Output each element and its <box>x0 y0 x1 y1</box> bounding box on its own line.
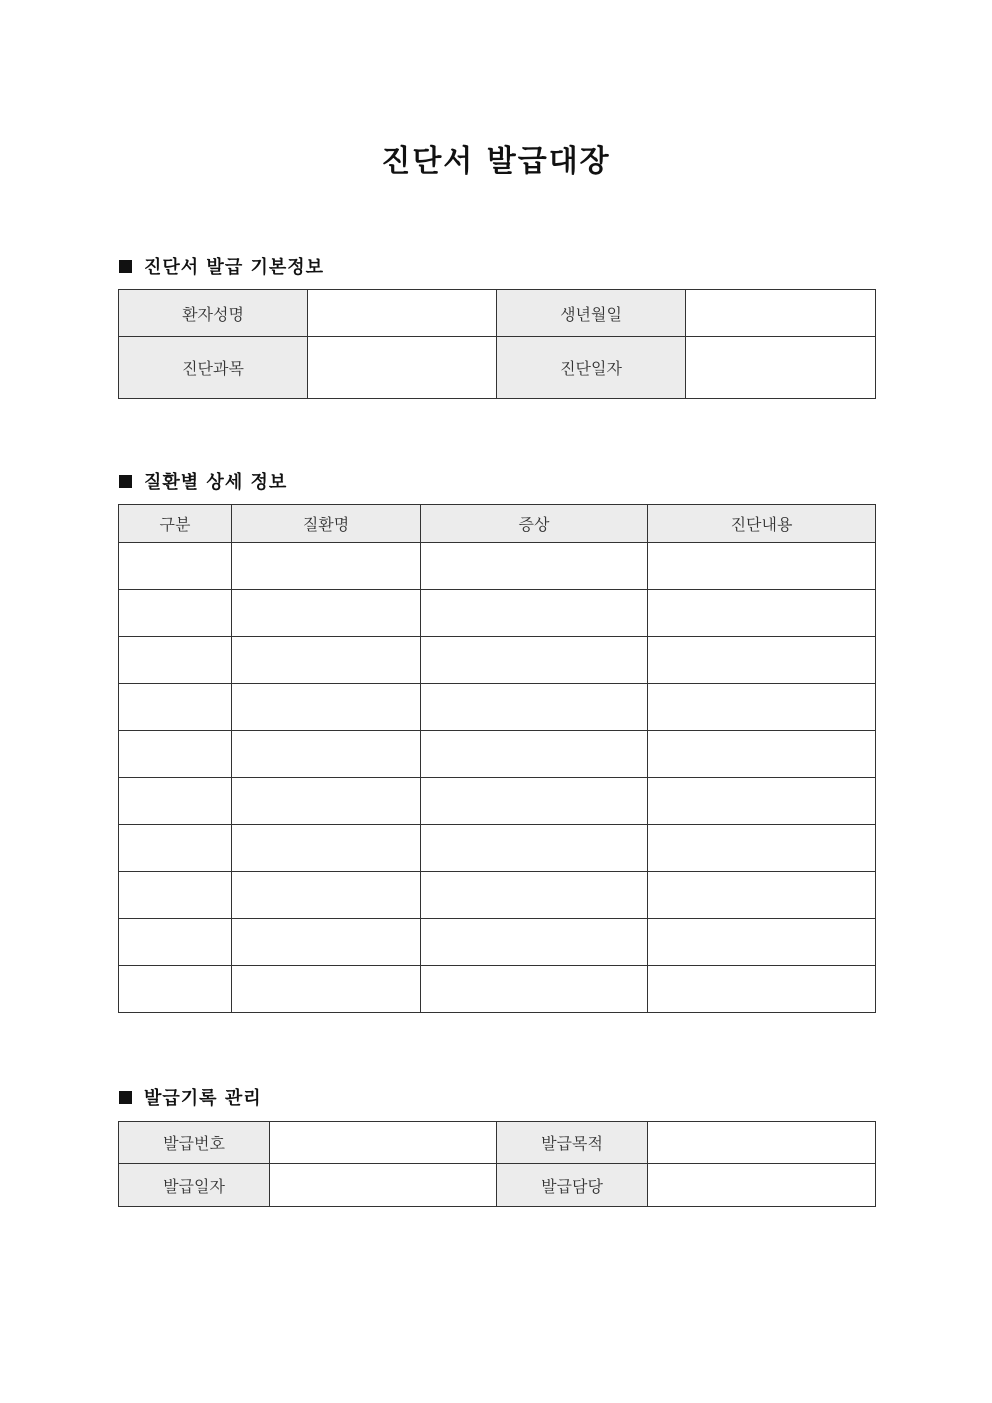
table-row <box>119 872 876 919</box>
disease-cell[interactable] <box>232 684 421 731</box>
symptom-cell[interactable] <box>421 872 648 919</box>
disease-cell[interactable] <box>232 919 421 966</box>
category-cell[interactable] <box>119 543 232 590</box>
category-cell[interactable] <box>119 872 232 919</box>
column-header-symptom: 증상 <box>421 505 648 543</box>
basic-info-table <box>118 289 876 399</box>
symptom-cell[interactable] <box>421 637 648 684</box>
symptom-cell[interactable] <box>421 731 648 778</box>
column-header-category: 구분 <box>119 505 232 543</box>
diagnosis-cell[interactable] <box>648 872 876 919</box>
disease-cell[interactable] <box>232 872 421 919</box>
issue-record-heading <box>119 1084 262 1110</box>
issue-record-row <box>119 1164 876 1207</box>
category-cell[interactable] <box>119 684 232 731</box>
disease-cell[interactable] <box>232 543 421 590</box>
issue-record-row <box>119 1122 876 1164</box>
issue-manager-label: 발급담당 <box>497 1164 648 1207</box>
diagnosis-cell[interactable] <box>648 637 876 684</box>
issue-number-label: 발급번호 <box>119 1122 270 1164</box>
diagnosis-cell[interactable] <box>648 919 876 966</box>
issue-date-label: 발급일자 <box>119 1164 270 1207</box>
square-bullet-icon <box>119 475 132 488</box>
diagnosis-date-label: 진단일자 <box>497 337 686 399</box>
table-row <box>119 966 876 1013</box>
category-cell[interactable] <box>119 778 232 825</box>
table-header-row <box>119 505 876 543</box>
disease-detail-table <box>118 504 876 1013</box>
birth-date-label: 생년월일 <box>497 290 686 337</box>
symptom-cell[interactable] <box>421 966 648 1013</box>
table-row <box>119 825 876 872</box>
symptom-cell[interactable] <box>421 543 648 590</box>
disease-cell[interactable] <box>232 966 421 1013</box>
table-row <box>119 778 876 825</box>
diagnosis-cell[interactable] <box>648 731 876 778</box>
issue-purpose-field[interactable] <box>648 1122 876 1164</box>
diagnosis-cell[interactable] <box>648 590 876 637</box>
category-cell[interactable] <box>119 919 232 966</box>
patient-name-label: 환자성명 <box>119 290 308 337</box>
symptom-cell[interactable] <box>421 825 648 872</box>
symptom-cell[interactable] <box>421 778 648 825</box>
category-cell[interactable] <box>119 731 232 778</box>
diagnosis-cell[interactable] <box>648 543 876 590</box>
category-cell[interactable] <box>119 590 232 637</box>
basic-info-row <box>119 290 876 337</box>
diagnosis-cell[interactable] <box>648 778 876 825</box>
birth-date-field[interactable] <box>686 290 876 337</box>
department-label: 진단과목 <box>119 337 308 399</box>
symptom-cell[interactable] <box>421 919 648 966</box>
issue-date-field[interactable] <box>270 1164 497 1207</box>
symptom-cell[interactable] <box>421 684 648 731</box>
issue-manager-field[interactable] <box>648 1164 876 1207</box>
square-bullet-icon <box>119 260 132 273</box>
category-cell[interactable] <box>119 825 232 872</box>
table-row <box>119 543 876 590</box>
disease-cell[interactable] <box>232 778 421 825</box>
diagnosis-date-field[interactable] <box>686 337 876 399</box>
disease-cell[interactable] <box>232 825 421 872</box>
symptom-cell[interactable] <box>421 590 648 637</box>
issue-purpose-label: 발급목적 <box>497 1122 648 1164</box>
diagnosis-cell[interactable] <box>648 684 876 731</box>
category-cell[interactable] <box>119 966 232 1013</box>
column-header-disease: 질환명 <box>232 505 421 543</box>
issue-record-table <box>118 1121 876 1207</box>
basic-info-row <box>119 337 876 399</box>
patient-name-field[interactable] <box>308 290 497 337</box>
disease-cell[interactable] <box>232 731 421 778</box>
table-row <box>119 684 876 731</box>
disease-cell[interactable] <box>232 637 421 684</box>
diagnosis-cell[interactable] <box>648 825 876 872</box>
square-bullet-icon <box>119 1091 132 1104</box>
issue-number-field[interactable] <box>270 1122 497 1164</box>
basic-info-heading <box>119 253 324 279</box>
issue-record-heading-text: 발급기록 관리 <box>144 1088 262 1109</box>
table-row <box>119 590 876 637</box>
disease-cell[interactable] <box>232 590 421 637</box>
diagnosis-cell[interactable] <box>648 966 876 1013</box>
disease-detail-heading-text: 질환별 상세 정보 <box>144 472 288 493</box>
table-row <box>119 637 876 684</box>
column-header-diagnosis: 진단내용 <box>648 505 876 543</box>
table-row <box>119 731 876 778</box>
basic-info-heading-text: 진단서 발급 기본정보 <box>144 257 325 278</box>
disease-detail-heading <box>119 468 287 494</box>
department-field[interactable] <box>308 337 497 399</box>
table-row <box>119 919 876 966</box>
page-title: 진단서 발급대장 <box>381 144 611 179</box>
category-cell[interactable] <box>119 637 232 684</box>
